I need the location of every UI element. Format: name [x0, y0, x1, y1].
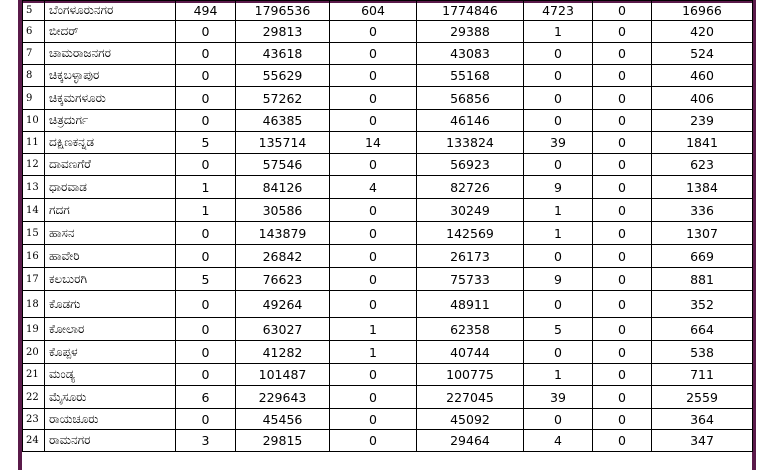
value-cell: 711: [652, 364, 753, 386]
value-cell: 406: [652, 87, 753, 110]
value-cell: 0: [593, 430, 652, 452]
value-cell: 0: [330, 110, 417, 132]
value-cell: 0: [330, 21, 417, 43]
district-name-cell: ಬೀದರ್: [45, 21, 176, 43]
table-row: [23, 65, 753, 87]
district-name-cell: ಮೈಸೂರು: [45, 386, 176, 409]
value-cell: 30249: [417, 199, 524, 222]
table-row: [23, 268, 753, 291]
value-cell: 84126: [236, 176, 330, 199]
value-cell: 101487: [236, 364, 330, 386]
serial-number-cell: 17: [23, 268, 45, 291]
serial-number-cell: 20: [23, 341, 45, 364]
value-cell: 26173: [417, 245, 524, 268]
value-cell: 0: [593, 132, 652, 154]
district-name-cell: ಕೊಪ್ಪಳ: [45, 341, 176, 364]
value-cell: 669: [652, 245, 753, 268]
table-row: [23, 199, 753, 222]
value-cell: 0: [593, 1, 652, 21]
table-row: [23, 176, 753, 199]
table-row: [23, 21, 753, 43]
table-row: [23, 110, 753, 132]
serial-number-cell: 15: [23, 222, 45, 245]
value-cell: 29813: [236, 21, 330, 43]
value-cell: 135714: [236, 132, 330, 154]
serial-number-cell: 10: [23, 110, 45, 132]
value-cell: 0: [330, 154, 417, 176]
district-name-cell: ಚಾಮರಾಜನಗರ: [45, 43, 176, 65]
table-row: [23, 364, 753, 386]
district-name-cell: ಕಲಬುರಗಿ: [45, 268, 176, 291]
serial-number-cell: 23: [23, 409, 45, 430]
value-cell: 1: [524, 222, 593, 245]
table-row: [23, 1, 753, 21]
value-cell: 0: [593, 176, 652, 199]
value-cell: 0: [330, 65, 417, 87]
district-data-table: [22, 0, 753, 452]
value-cell: 46146: [417, 110, 524, 132]
value-cell: 1307: [652, 222, 753, 245]
district-name-cell: ರಾಯಚೂರು: [45, 409, 176, 430]
value-cell: 229643: [236, 386, 330, 409]
value-cell: 62358: [417, 318, 524, 341]
value-cell: 420: [652, 21, 753, 43]
value-cell: 76623: [236, 268, 330, 291]
value-cell: 57546: [236, 154, 330, 176]
serial-number-cell: 16: [23, 245, 45, 268]
value-cell: 0: [176, 341, 236, 364]
value-cell: 1774846: [417, 1, 524, 21]
value-cell: 0: [593, 409, 652, 430]
serial-number-cell: 11: [23, 132, 45, 154]
district-name-cell: ಗದಗ: [45, 199, 176, 222]
value-cell: 604: [330, 1, 417, 21]
serial-number-cell: 22: [23, 386, 45, 409]
value-cell: 55629: [236, 65, 330, 87]
value-cell: 1: [330, 318, 417, 341]
value-cell: 0: [593, 291, 652, 318]
serial-number-cell: 18: [23, 291, 45, 318]
value-cell: 43618: [236, 43, 330, 65]
table-row: [23, 43, 753, 65]
value-cell: 524: [652, 43, 753, 65]
value-cell: 0: [176, 65, 236, 87]
value-cell: 1: [176, 176, 236, 199]
value-cell: 0: [176, 318, 236, 341]
value-cell: 0: [330, 199, 417, 222]
value-cell: 9: [524, 176, 593, 199]
value-cell: 143879: [236, 222, 330, 245]
value-cell: 0: [330, 87, 417, 110]
district-name-cell: ಚಿತ್ರದುರ್ಗ: [45, 110, 176, 132]
value-cell: 364: [652, 409, 753, 430]
value-cell: 75733: [417, 268, 524, 291]
value-cell: 55168: [417, 65, 524, 87]
value-cell: 239: [652, 110, 753, 132]
table-row: [23, 222, 753, 245]
value-cell: 56923: [417, 154, 524, 176]
value-cell: 664: [652, 318, 753, 341]
value-cell: 0: [524, 409, 593, 430]
value-cell: 56856: [417, 87, 524, 110]
serial-number-cell: 12: [23, 154, 45, 176]
value-cell: 0: [593, 154, 652, 176]
table-row: [23, 409, 753, 430]
district-name-cell: ಕೋಲಾರ: [45, 318, 176, 341]
district-name-cell: ಚಿಕ್ಕಬಳ್ಳಾಪುರ: [45, 65, 176, 87]
value-cell: 0: [593, 21, 652, 43]
district-name-cell: ದಕ್ಷಿಣಕನ್ನಡ: [45, 132, 176, 154]
value-cell: 0: [593, 386, 652, 409]
value-cell: 29388: [417, 21, 524, 43]
serial-number-cell: 7: [23, 43, 45, 65]
value-cell: 48911: [417, 291, 524, 318]
value-cell: 0: [524, 110, 593, 132]
value-cell: 0: [176, 245, 236, 268]
value-cell: 0: [330, 430, 417, 452]
serial-number-cell: 13: [23, 176, 45, 199]
district-name-cell: ಬೆಂಗಳೂರುನಗರ: [45, 1, 176, 21]
value-cell: 45092: [417, 409, 524, 430]
district-name-cell: ಹಾವೇರಿ: [45, 245, 176, 268]
value-cell: 0: [330, 364, 417, 386]
value-cell: 14: [330, 132, 417, 154]
value-cell: 82726: [417, 176, 524, 199]
value-cell: 0: [176, 43, 236, 65]
value-cell: 1: [524, 199, 593, 222]
value-cell: 0: [593, 222, 652, 245]
value-cell: 5: [524, 318, 593, 341]
table-body: [23, 1, 753, 452]
value-cell: 623: [652, 154, 753, 176]
value-cell: 1: [176, 199, 236, 222]
value-cell: 142569: [417, 222, 524, 245]
value-cell: 40744: [417, 341, 524, 364]
value-cell: 0: [330, 409, 417, 430]
value-cell: 0: [593, 199, 652, 222]
value-cell: 0: [593, 43, 652, 65]
serial-number-cell: 6: [23, 21, 45, 43]
value-cell: 494: [176, 1, 236, 21]
value-cell: 881: [652, 268, 753, 291]
table-row: [23, 430, 753, 452]
value-cell: 4723: [524, 1, 593, 21]
value-cell: 1: [524, 364, 593, 386]
serial-number-cell: 9: [23, 87, 45, 110]
value-cell: 0: [524, 87, 593, 110]
table-row: [23, 386, 753, 409]
value-cell: 5: [176, 268, 236, 291]
value-cell: 0: [593, 245, 652, 268]
value-cell: 0: [593, 87, 652, 110]
district-name-cell: ಹಾಸನ: [45, 222, 176, 245]
serial-number-cell: 21: [23, 364, 45, 386]
value-cell: 1796536: [236, 1, 330, 21]
value-cell: 0: [176, 222, 236, 245]
value-cell: 0: [524, 341, 593, 364]
value-cell: 16966: [652, 1, 753, 21]
value-cell: 0: [524, 65, 593, 87]
value-cell: 0: [593, 318, 652, 341]
value-cell: 29464: [417, 430, 524, 452]
value-cell: 6: [176, 386, 236, 409]
value-cell: 133824: [417, 132, 524, 154]
value-cell: 100775: [417, 364, 524, 386]
table-row: [23, 132, 753, 154]
table-row: [23, 291, 753, 318]
value-cell: 0: [330, 268, 417, 291]
value-cell: 39: [524, 386, 593, 409]
table-row: [23, 87, 753, 110]
value-cell: 0: [330, 222, 417, 245]
value-cell: 0: [176, 110, 236, 132]
value-cell: 30586: [236, 199, 330, 222]
value-cell: 49264: [236, 291, 330, 318]
value-cell: 0: [593, 65, 652, 87]
district-name-cell: ಚಿಕ್ಕಮಗಳೂರು: [45, 87, 176, 110]
value-cell: 43083: [417, 43, 524, 65]
value-cell: 0: [176, 364, 236, 386]
serial-number-cell: 19: [23, 318, 45, 341]
serial-number-cell: 24: [23, 430, 45, 452]
value-cell: 63027: [236, 318, 330, 341]
district-name-cell: ರಾಮನಗರ: [45, 430, 176, 452]
value-cell: 0: [176, 291, 236, 318]
value-cell: 0: [593, 268, 652, 291]
table-row: [23, 154, 753, 176]
value-cell: 347: [652, 430, 753, 452]
value-cell: 0: [524, 43, 593, 65]
value-cell: 5: [176, 132, 236, 154]
value-cell: 227045: [417, 386, 524, 409]
value-cell: 4: [524, 430, 593, 452]
value-cell: 352: [652, 291, 753, 318]
value-cell: 57262: [236, 87, 330, 110]
value-cell: 0: [176, 21, 236, 43]
value-cell: 29815: [236, 430, 330, 452]
value-cell: 0: [330, 291, 417, 318]
value-cell: 0: [176, 154, 236, 176]
table-row: [23, 245, 753, 268]
value-cell: 0: [330, 245, 417, 268]
value-cell: 1384: [652, 176, 753, 199]
table-row: [23, 318, 753, 341]
value-cell: 2559: [652, 386, 753, 409]
value-cell: 1: [330, 341, 417, 364]
district-name-cell: ಮಂಡ್ಯ: [45, 364, 176, 386]
value-cell: 0: [524, 154, 593, 176]
value-cell: 0: [176, 409, 236, 430]
table-row: [23, 341, 753, 364]
value-cell: 538: [652, 341, 753, 364]
district-name-cell: ಕೊಡಗು: [45, 291, 176, 318]
serial-number-cell: 8: [23, 65, 45, 87]
value-cell: 0: [593, 341, 652, 364]
value-cell: 460: [652, 65, 753, 87]
value-cell: 1841: [652, 132, 753, 154]
value-cell: 3: [176, 430, 236, 452]
value-cell: 0: [593, 364, 652, 386]
value-cell: 4: [330, 176, 417, 199]
value-cell: 41282: [236, 341, 330, 364]
value-cell: 0: [330, 43, 417, 65]
serial-number-cell: 5: [23, 1, 45, 21]
value-cell: 0: [330, 386, 417, 409]
value-cell: 336: [652, 199, 753, 222]
value-cell: 0: [593, 110, 652, 132]
value-cell: 26842: [236, 245, 330, 268]
district-name-cell: ದಾವಣಗೆರೆ: [45, 154, 176, 176]
value-cell: 46385: [236, 110, 330, 132]
serial-number-cell: 14: [23, 199, 45, 222]
value-cell: 0: [176, 87, 236, 110]
value-cell: 0: [524, 245, 593, 268]
value-cell: 1: [524, 21, 593, 43]
value-cell: 0: [524, 291, 593, 318]
district-name-cell: ಧಾರವಾಡ: [45, 176, 176, 199]
value-cell: 45456: [236, 409, 330, 430]
value-cell: 9: [524, 268, 593, 291]
value-cell: 39: [524, 132, 593, 154]
